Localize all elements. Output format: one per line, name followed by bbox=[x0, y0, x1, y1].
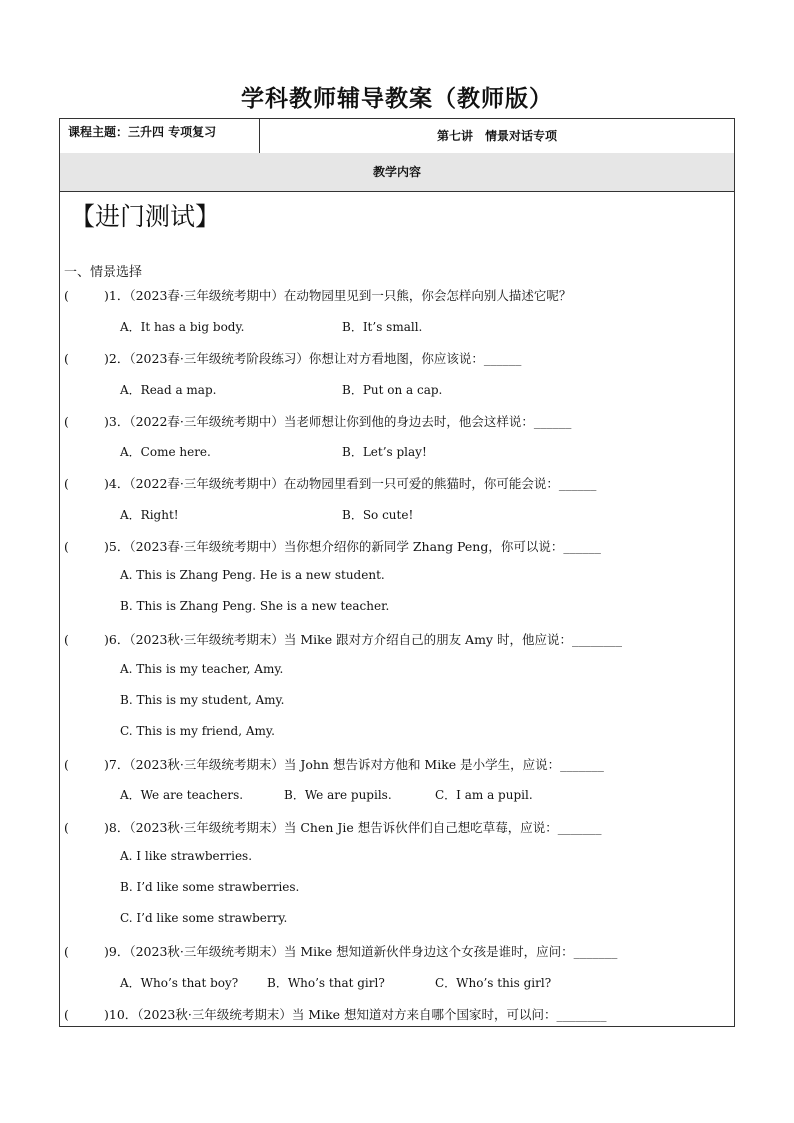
option: A．Who’s that boy? bbox=[120, 976, 239, 990]
question-text: )10．（2023秋·三年级统考期末）当 Mike 想知道对方来自哪个国家时，可以问：________ bbox=[104, 1007, 607, 1022]
option: B．It’s small. bbox=[342, 320, 423, 334]
option: C. I’d like some strawberry. bbox=[120, 911, 288, 925]
question-7 bbox=[64, 755, 604, 773]
option: B. This is Zhang Peng. She is a new teacher. bbox=[120, 599, 390, 613]
section-title: 【进门测试】 bbox=[70, 202, 221, 231]
answer-blank[interactable]: ( bbox=[64, 944, 69, 959]
question-9 bbox=[64, 942, 617, 960]
option: C. This is my friend, Amy. bbox=[120, 724, 275, 738]
header-row bbox=[60, 119, 734, 154]
question-2 bbox=[64, 349, 521, 367]
option: C．I am a pupil. bbox=[435, 788, 533, 802]
answer-blank[interactable]: ( bbox=[64, 288, 69, 303]
option: B．Put on a cap. bbox=[342, 383, 443, 397]
subsection-title: 一、情景选择 bbox=[64, 265, 143, 280]
lecture-title: 第七讲 情景对话专项 bbox=[436, 129, 557, 143]
question-8 bbox=[64, 818, 602, 836]
option: B．Who’s that girl? bbox=[267, 976, 385, 990]
question-text: )6．（2023秋·三年级统考期末）当 Mike 跟对方介绍自己的朋友 Amy 时，他应说：________ bbox=[104, 632, 622, 647]
question-text: )7．（2023秋·三年级统考期末）当 John 想告诉对方他和 Mike 是小学生，应说：_______ bbox=[104, 757, 604, 772]
teaching-content-label: 教学内容 bbox=[60, 153, 734, 192]
option: A．Right! bbox=[120, 508, 179, 522]
document-title: 学科教师辅导教案（教师版） bbox=[241, 86, 553, 112]
answer-blank[interactable]: ( bbox=[64, 414, 69, 429]
lesson-table bbox=[59, 118, 735, 1027]
option: A．Read a map. bbox=[120, 383, 217, 397]
option: C．Who’s this girl? bbox=[435, 976, 552, 990]
answer-blank[interactable]: ( bbox=[64, 820, 69, 835]
option: B. I’d like some strawberries. bbox=[120, 880, 300, 894]
option: A．Come here. bbox=[120, 445, 211, 459]
option: B．We are pupils. bbox=[284, 788, 392, 802]
answer-blank[interactable]: ( bbox=[64, 632, 69, 647]
option: A．It has a big body. bbox=[120, 320, 245, 334]
answer-blank[interactable]: ( bbox=[64, 757, 69, 772]
question-3 bbox=[64, 412, 571, 430]
option: A. This is my teacher, Amy. bbox=[120, 662, 284, 676]
question-text: )8．（2023秋·三年级统考期末）当 Chen Jie 想告诉伙伴们自己想吃草莓，应说：_______ bbox=[104, 820, 602, 835]
answer-blank[interactable]: ( bbox=[64, 539, 69, 554]
answer-blank[interactable]: ( bbox=[64, 476, 69, 491]
course-topic: 课程主题：三升四 专项复习 bbox=[60, 119, 260, 153]
option: A. This is Zhang Peng. He is a new student. bbox=[120, 568, 385, 582]
question-text: )3．（2022春·三年级统考期中）当老师想让你到他的身边去时，他会这样说：______ bbox=[104, 414, 572, 429]
question-text: )5．（2023春·三年级统考期中）当你想介绍你的新同学 Zhang Peng，你可以说：______ bbox=[104, 539, 601, 554]
question-1 bbox=[64, 286, 571, 304]
question-text: )4．（2022春·三年级统考期中）在动物园里看到一只可爱的熊猫时，你可能会说：______ bbox=[104, 476, 597, 491]
answer-blank[interactable]: ( bbox=[64, 351, 69, 366]
question-text: )2．（2023春·三年级统考阶段练习）你想让对方看地图，你应该说：______ bbox=[104, 351, 522, 366]
option: B．Let’s play! bbox=[342, 445, 427, 459]
question-5 bbox=[64, 537, 601, 555]
answer-blank[interactable]: ( bbox=[64, 1007, 69, 1022]
question-4 bbox=[64, 474, 596, 492]
option: B．So cute! bbox=[342, 508, 414, 522]
question-6 bbox=[64, 630, 622, 648]
question-text: )9．（2023秋·三年级统考期末）当 Mike 想知道新伙伴身边这个女孩是谁时，应问：_______ bbox=[104, 944, 618, 959]
question-text: )1．（2023春·三年级统考期中）在动物园里见到一只熊，你会怎样向别人描述它呢？ bbox=[104, 288, 572, 303]
option: A．We are teachers. bbox=[120, 788, 244, 802]
option: A. I like strawberries. bbox=[120, 849, 253, 863]
question-10 bbox=[64, 1005, 607, 1023]
option: B. This is my student, Amy. bbox=[120, 693, 285, 707]
